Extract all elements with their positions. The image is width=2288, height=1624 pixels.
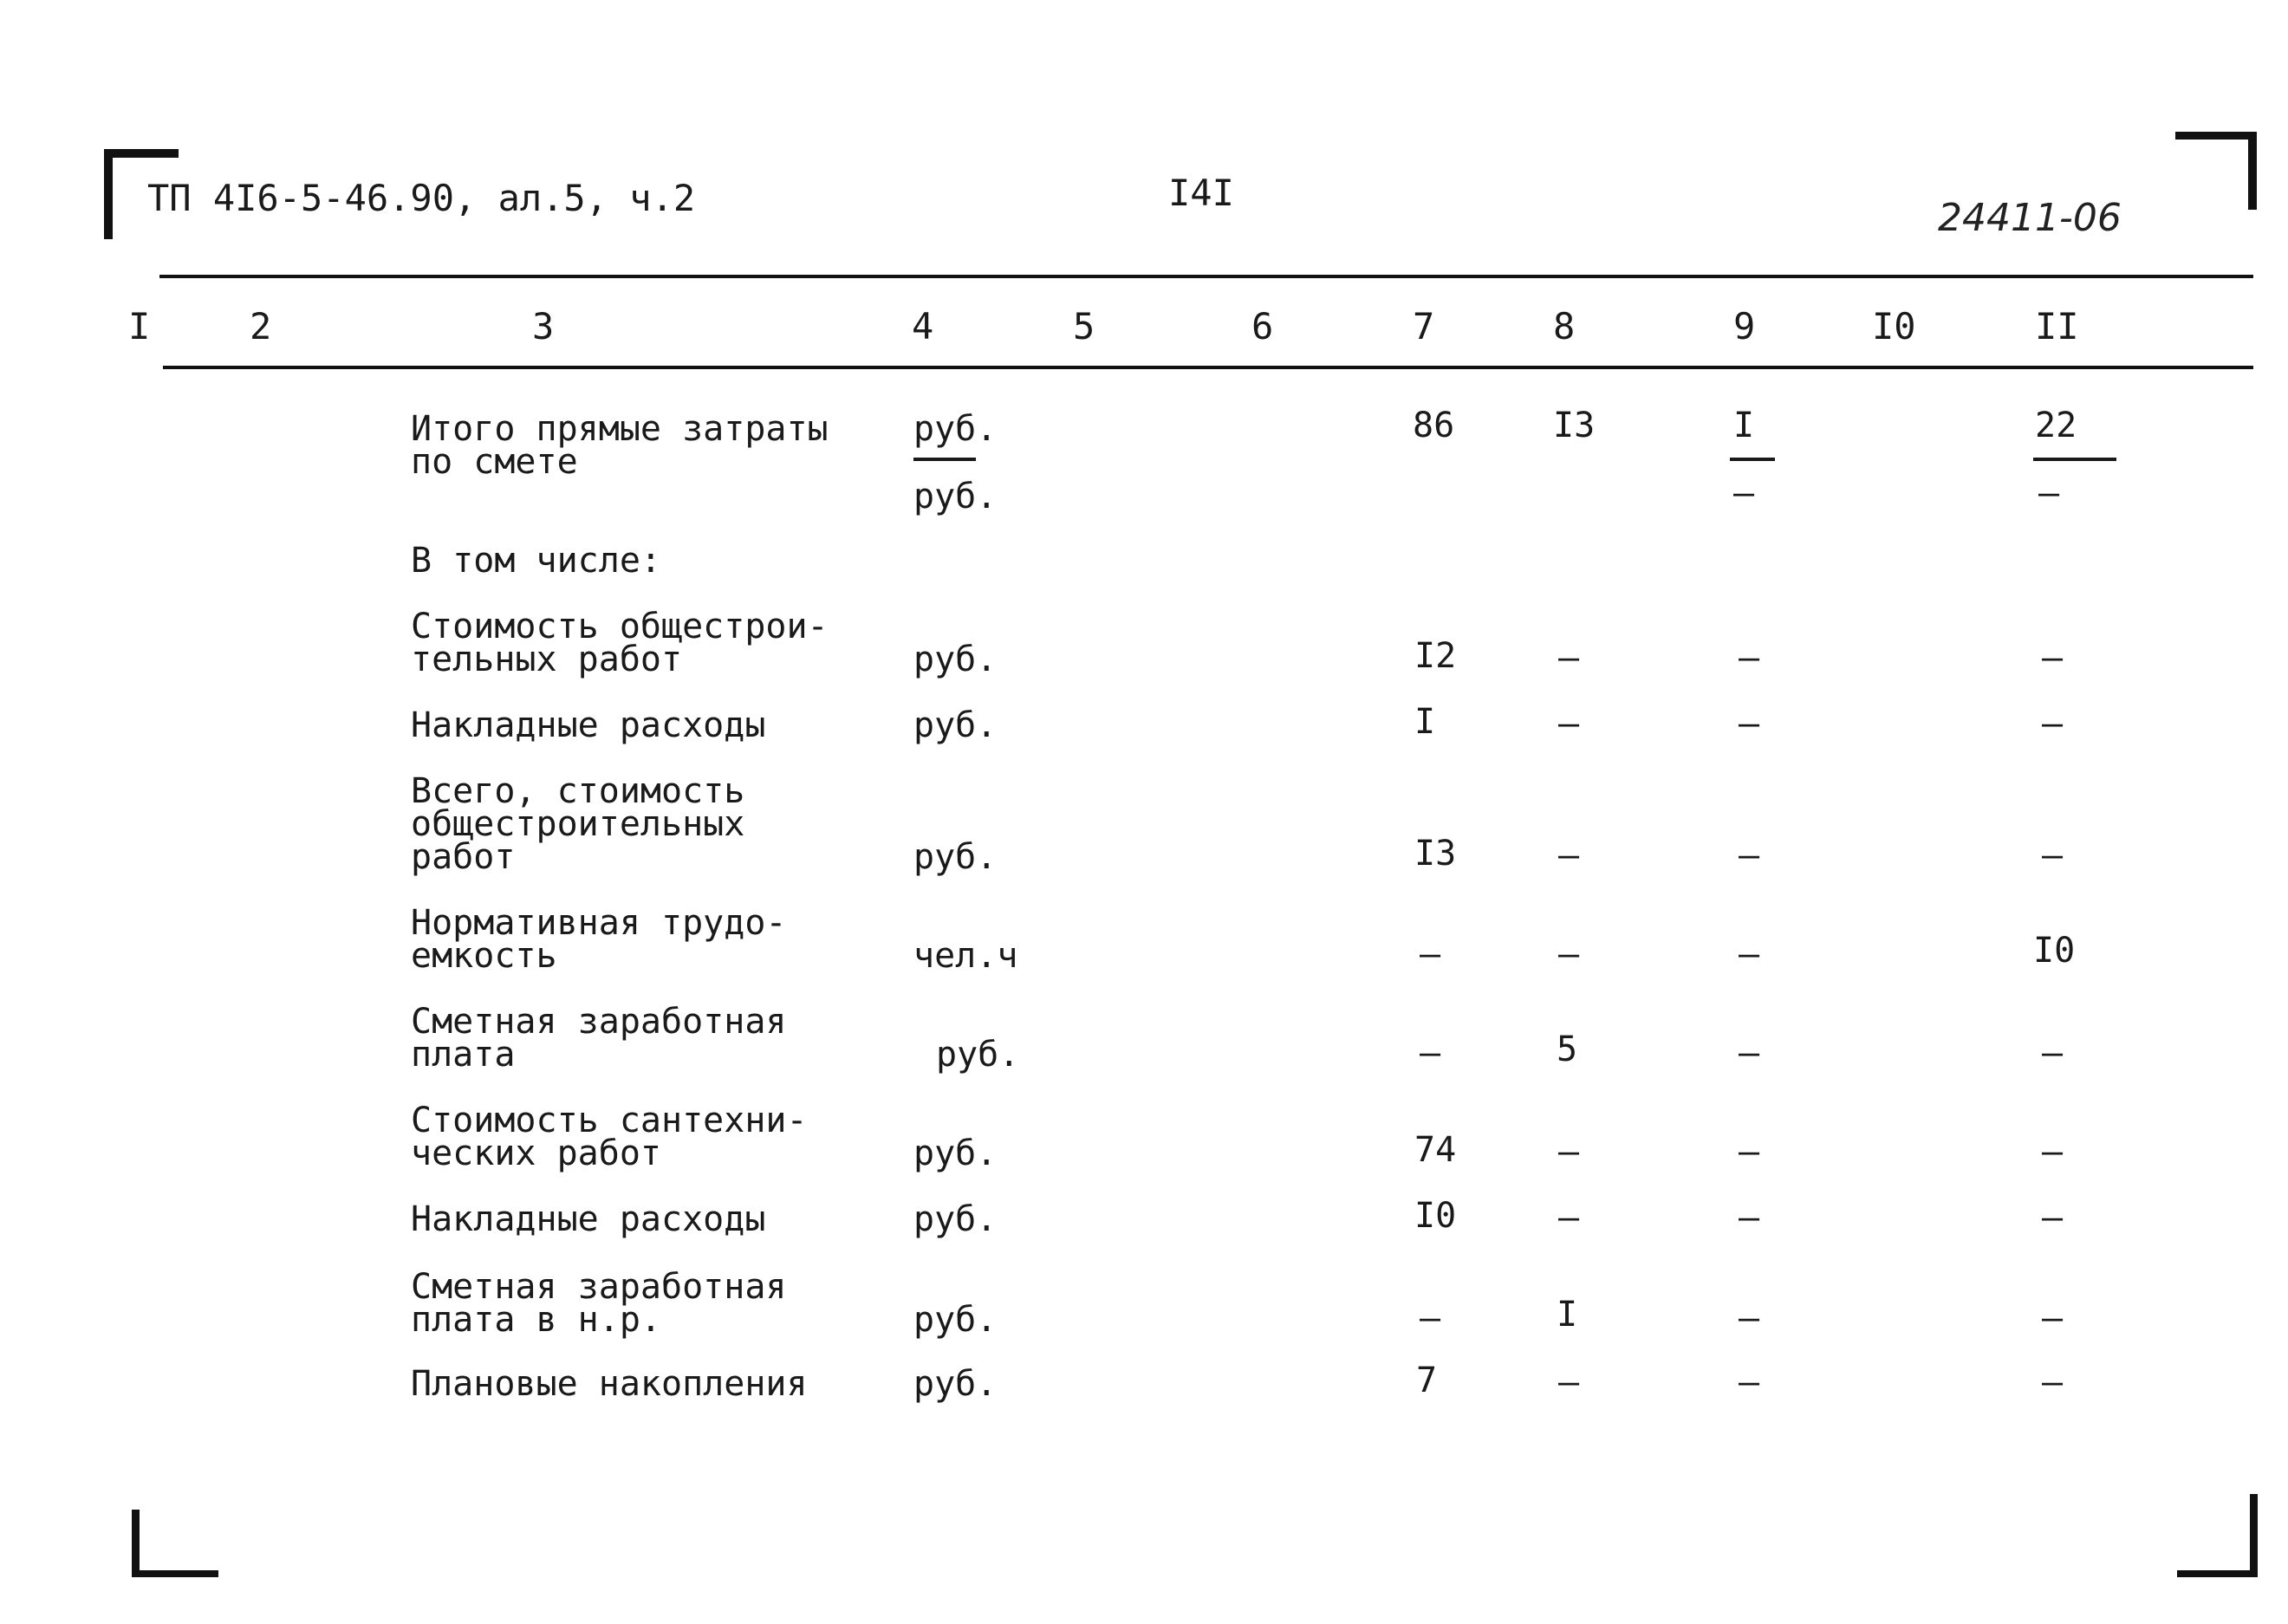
row-label-line: плата в н.р. [411,1300,661,1340]
row-label-line: Сметная заработная [411,1002,787,1042]
column-number: I [128,305,151,348]
cell-col-11: – [2042,1033,2064,1073]
cell-col-8: I [1557,1295,1578,1335]
corner-mark-bottom-right [2177,1570,2258,1577]
column-number: 2 [250,305,272,348]
row-label-line: Стоимость общестрои- [411,607,829,646]
cell-col-8: I3 [1553,406,1596,445]
row-label [411,903,787,976]
column-number: 9 [1733,305,1756,348]
column-number: 5 [1073,305,1095,348]
cell-col-8: – [1558,934,1580,974]
row-label-line: тельных работ [411,640,683,679]
row-label-line: Всего, стоимость [411,771,745,811]
row-label-line: по смете [411,442,578,482]
row-label-line: Сметная заработная [411,1267,787,1307]
cell-col-8: – [1558,835,1580,875]
row-label [411,1002,787,1075]
cell-col-8: – [1558,1362,1580,1402]
column-number: II [2035,305,2079,348]
cell-col-7: – [1420,1033,1441,1073]
row-unit-secondary: руб. [913,477,998,516]
column-number: 8 [1553,305,1576,348]
cell-col-7: I2 [1414,636,1457,676]
cell-col-9: – [1739,638,1760,678]
row-label: Плановые накопления [411,1364,808,1404]
corner-mark-bottom-right [2250,1494,2258,1577]
row-label [411,1267,787,1340]
cell-col-7: I3 [1414,834,1457,874]
cell-col-11: – [2042,638,2064,678]
cell-col-11: 22 [2035,406,2077,445]
column-number: 7 [1413,305,1435,348]
row-unit: руб. [936,1035,1020,1075]
cell-col-7: I [1414,702,1436,742]
corner-mark-bottom-left [132,1570,218,1577]
row-unit: чел.ч [913,936,1018,976]
row-label-line: Нормативная трудо- [411,903,787,943]
fraction-line [913,458,976,461]
corner-mark-top-right [2175,132,2257,140]
corner-mark-top-left [104,149,113,239]
page-number: I4I [1168,172,1234,214]
row-label: В том числе: [411,541,661,581]
row-unit: руб. [913,409,998,449]
cell-col-9: – [1739,1298,1760,1338]
cell-col-9: – [1739,835,1760,875]
row-unit: руб. [913,1134,998,1173]
cell-col-7: I0 [1414,1196,1457,1236]
fraction-line [1730,458,1775,461]
cell-col-7: 86 [1413,406,1455,445]
handwritten-number: 24411-06 [1938,196,2122,240]
cell-col-9: – [1739,934,1760,974]
cell-col-11: – [2042,1298,2064,1338]
row-unit: руб. [913,640,998,679]
table-header-rule [163,366,2253,369]
cell-col-8: – [1558,638,1580,678]
cell-col-11: – [2042,1132,2064,1172]
row-label [411,771,745,877]
cell-col-8: – [1558,1198,1580,1237]
row-label-line: Итого прямые затраты [411,409,829,449]
cell-col-11: – [2042,704,2064,744]
row-label [411,607,829,679]
cell-col-9: – [1739,1033,1760,1073]
document-reference: ТП 4I6-5-46.90, ал.5, ч.2 [147,177,696,219]
column-number: 3 [532,305,555,348]
cell-col-9-secondary: – [1733,473,1755,513]
cell-col-7: 7 [1416,1361,1438,1400]
cell-col-11-secondary: – [2038,473,2060,513]
cell-col-7: – [1420,934,1441,974]
column-number: 6 [1251,305,1274,348]
cell-col-8: – [1558,704,1580,744]
row-label-line: емкость [411,936,557,976]
row-label-line: ческих работ [411,1134,661,1173]
cell-col-8: – [1558,1132,1580,1172]
row-unit: руб. [913,705,998,745]
row-unit: руб. [913,837,998,877]
corner-mark-top-left [104,149,179,158]
row-label-line: работ [411,837,516,877]
table-top-rule [159,275,2253,278]
row-label-line: Стоимость сантехни- [411,1101,808,1140]
cell-col-11: – [2042,1362,2064,1402]
column-number: I0 [1872,305,1916,348]
cell-col-11: I0 [2033,931,2076,971]
corner-mark-bottom-left [132,1510,140,1577]
column-number: 4 [912,305,934,348]
row-unit: руб. [913,1199,998,1239]
row-label: Накладные расходы [411,1199,766,1239]
cell-col-11: – [2042,1198,2064,1237]
cell-col-9: – [1739,1198,1760,1237]
row-label-line: плата [411,1035,516,1075]
cell-col-9: I [1733,406,1755,445]
row-label: Накладные расходы [411,705,766,745]
cell-col-7: 74 [1414,1130,1457,1170]
row-label-line: общестроительных [411,804,745,844]
cell-col-11: – [2042,835,2064,875]
cell-col-9: – [1739,1362,1760,1402]
cell-col-8: 5 [1557,1030,1578,1069]
row-unit: руб. [913,1364,998,1404]
cell-col-9: – [1739,1132,1760,1172]
cell-col-9: – [1739,704,1760,744]
row-label [411,1101,808,1173]
row-label [411,409,829,482]
corner-mark-top-right [2248,132,2257,210]
row-unit: руб. [913,1300,998,1340]
fraction-line [2033,458,2116,461]
cell-col-7: – [1420,1298,1441,1338]
